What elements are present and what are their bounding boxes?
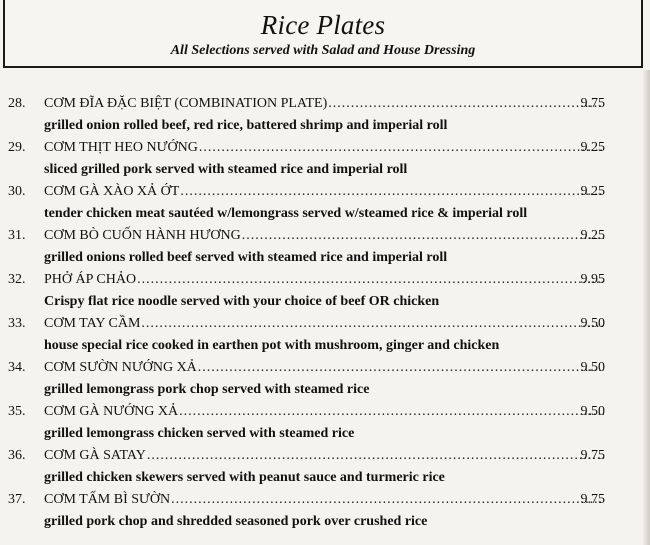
item-price: 9.25	[580, 228, 605, 243]
item-name: CƠM TẤM BÌ SƯỜN	[44, 492, 171, 507]
item-price: 9.50	[580, 404, 605, 419]
menu-item	[0, 225, 650, 269]
item-description: house special rice cooked in earthen pot with mushroom, ginger and chicken	[44, 338, 500, 353]
item-name: PHỞ ÁP CHẢO	[44, 272, 137, 287]
item-description: tender chicken meat sautéed w/lemongrass served w/steamed rice & imperial roll	[44, 206, 528, 221]
menu-item	[0, 489, 650, 533]
section-title: Rice Plates	[260, 10, 386, 40]
item-number: 33.	[8, 316, 26, 331]
item-name: CƠM THỊT HEO NƯỚNG	[44, 140, 198, 155]
item-number: 31.	[8, 228, 26, 243]
menu-item	[0, 181, 650, 225]
item-price: 9.50	[580, 316, 605, 331]
menu-item	[0, 313, 650, 357]
page-edge-shadow	[642, 70, 650, 545]
item-price: 9.25	[580, 184, 605, 199]
item-name: CƠM BÒ CUỐN HÀNH HƯƠNG	[44, 228, 241, 243]
menu-item	[0, 445, 650, 489]
item-name: CƠM GÀ SATAY	[44, 448, 146, 463]
dot-leader	[198, 357, 604, 379]
item-price: 9.75	[580, 448, 605, 463]
menu-item	[0, 93, 650, 137]
menu-item	[0, 401, 650, 445]
dot-leader	[199, 137, 604, 159]
dot-leader	[328, 93, 604, 115]
dot-leader	[180, 181, 604, 203]
item-name: CƠM GÀ XÀO XẢ ỚT	[44, 184, 180, 199]
item-number: 30.	[8, 184, 26, 199]
dot-leader	[171, 489, 604, 511]
item-description: grilled lemongrass pork chop served with steamed rice	[44, 382, 370, 397]
item-number: 32.	[8, 272, 26, 287]
item-description: sliced grilled pork served with steamed rice and imperial roll	[44, 162, 408, 177]
item-description: Crispy flat rice noodle served with your choice of beef OR chicken	[44, 294, 440, 309]
item-name: CƠM SƯỜN NƯỚNG XẢ	[44, 360, 197, 375]
item-name: CƠM TAY CẦM	[44, 316, 141, 331]
item-number: 29.	[8, 140, 26, 155]
item-description: grilled onions rolled beef served with steamed rice and imperial roll	[44, 250, 448, 265]
item-price: 9.95	[580, 272, 605, 287]
item-number: 28.	[8, 96, 26, 111]
item-number: 37.	[8, 492, 26, 507]
section-subtitle: All Selections served with Salad and House Dressing	[170, 43, 476, 58]
menu-item-list	[0, 93, 650, 533]
item-name: CƠM GÀ NƯỚNG XẢ	[44, 404, 179, 419]
item-description: grilled pork chop and shredded seasoned pork over crushed rice	[44, 514, 428, 529]
item-number: 35.	[8, 404, 26, 419]
item-description: grilled lemongrass chicken served with steamed rice	[44, 426, 355, 441]
item-number: 34.	[8, 360, 26, 375]
dot-leader	[147, 445, 604, 467]
item-number: 36.	[8, 448, 26, 463]
item-price: 9.25	[580, 140, 605, 155]
menu-item	[0, 137, 650, 181]
menu-item	[0, 269, 650, 313]
item-price: 9.75	[580, 492, 605, 507]
item-description: grilled chicken skewers served with peanut sauce and turmeric rice	[44, 470, 445, 485]
dot-leader	[179, 401, 604, 423]
dot-leader	[137, 269, 604, 291]
item-description: grilled onion rolled beef, red rice, battered shrimp and imperial roll	[44, 118, 448, 133]
dot-leader	[242, 225, 604, 247]
item-price: 9.50	[580, 360, 605, 375]
dot-leader	[141, 313, 604, 335]
item-name: CƠM ĐĨA ĐẶC BIỆT (COMBINATION PLATE)	[44, 96, 328, 111]
menu-item	[0, 357, 650, 401]
menu-section-header	[3, 0, 643, 68]
item-price: 9.75	[580, 96, 605, 111]
